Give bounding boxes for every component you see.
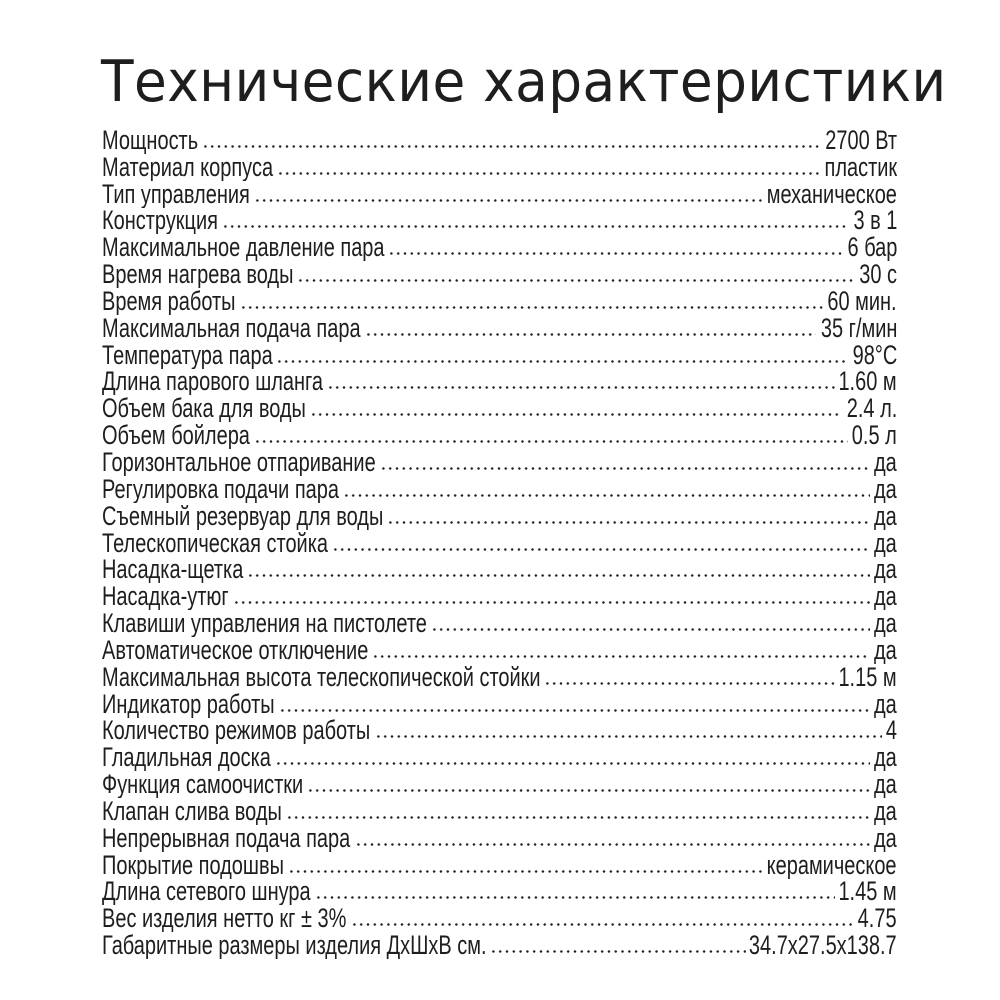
spec-row	[102, 234, 897, 261]
spec-label: Регулировка подачи пара	[102, 475, 340, 503]
spec-label: Покрытие подошвы	[102, 851, 284, 879]
spec-label: Автоматическое отключение	[102, 637, 369, 664]
spec-label: Клапан слива воды	[102, 798, 282, 825]
spec-label: Максимальная подача пара	[102, 314, 361, 342]
page-title: Технические характеристики	[101, 49, 947, 115]
spec-row	[102, 342, 897, 369]
spec-row	[102, 691, 897, 718]
spec-value: да	[874, 449, 897, 476]
dot-leader	[286, 816, 870, 819]
spec-value: 2.4 л.	[846, 395, 897, 423]
spec-row	[102, 932, 897, 959]
dot-leader	[365, 333, 816, 336]
dot-leader	[431, 628, 871, 631]
spec-row	[102, 395, 897, 422]
dot-leader	[222, 225, 849, 228]
spec-value: да	[874, 771, 897, 799]
spec-label: Время нагрева воды	[102, 261, 294, 289]
dot-leader	[276, 360, 848, 363]
spec-value: 35 г/мин	[820, 314, 897, 342]
spec-row	[102, 208, 897, 235]
spec-label: Объем бака для воды	[102, 395, 306, 423]
spec-row	[102, 530, 897, 557]
spec-label: Максимальная высота телескопической стойки	[102, 663, 541, 691]
spec-label: Насадка-утюг	[102, 583, 229, 611]
spec-row	[102, 905, 897, 932]
spec-label: Тип управления	[102, 180, 250, 208]
spec-value: механическое	[766, 180, 897, 208]
dot-leader	[343, 494, 870, 497]
spec-label: Съемный резервуар для воды	[102, 502, 384, 530]
dot-leader	[307, 789, 870, 792]
dot-leader	[380, 467, 871, 470]
spec-label: Количество режимов работы	[102, 717, 371, 745]
spec-label: Гладильная доска	[102, 744, 271, 772]
dot-leader	[315, 896, 836, 899]
spec-row	[102, 261, 897, 288]
spec-value: 34.7x27.5x138.7	[749, 932, 897, 960]
dot-leader	[327, 386, 835, 389]
dot-leader	[490, 950, 745, 953]
spec-value: 98°C	[852, 341, 897, 369]
spec-label: Длина сетевого шнура	[102, 878, 311, 906]
spec-value: да	[874, 583, 897, 611]
spec-value: пластик	[824, 153, 897, 181]
spec-label: Габаритные размеры изделия ДхШхВ см.	[102, 932, 487, 960]
spec-value: да	[874, 475, 897, 503]
spec-row	[102, 181, 897, 208]
spec-value: 2700 Вт	[825, 127, 897, 154]
spec-value: да	[874, 798, 897, 825]
spec-row	[102, 852, 897, 879]
dot-leader	[310, 413, 843, 416]
spec-row	[102, 583, 897, 610]
dot-leader	[388, 252, 842, 255]
dot-leader	[254, 199, 763, 202]
dot-leader	[351, 923, 855, 926]
spec-value: да	[874, 556, 897, 584]
spec-label: Температура пара	[102, 341, 273, 369]
dot-leader	[544, 682, 835, 685]
spec-row	[102, 610, 897, 637]
spec-value: 4	[885, 717, 897, 745]
spec-label: Функция самоочистки	[102, 771, 304, 799]
spec-label: Максимальное давление пара	[102, 234, 385, 262]
spec-value: 0.5 л	[852, 422, 897, 450]
spec-value: да	[874, 824, 897, 852]
dot-leader	[279, 709, 871, 712]
spec-row	[102, 288, 897, 315]
spec-row	[102, 637, 897, 664]
dot-leader	[254, 440, 848, 443]
spec-value: 6 бар	[847, 234, 897, 262]
spec-row	[102, 449, 897, 476]
spec-value: 1.60 м	[838, 368, 897, 396]
spec-row	[102, 879, 897, 906]
dot-leader	[372, 655, 870, 658]
dot-leader	[332, 548, 870, 551]
dot-leader	[297, 279, 855, 282]
dot-leader	[202, 145, 821, 148]
spec-row	[102, 744, 897, 771]
spec-row	[102, 557, 897, 584]
spec-list	[102, 127, 897, 959]
dot-leader	[355, 843, 871, 846]
spec-value: 1.45 м	[838, 878, 897, 906]
spec-row	[102, 798, 897, 825]
spec-value: да	[874, 744, 897, 772]
dot-leader	[387, 521, 870, 524]
spec-row	[102, 315, 897, 342]
spec-value: 30 с	[859, 261, 897, 289]
dot-leader	[288, 870, 764, 873]
spec-row	[102, 369, 897, 396]
spec-value: 3 в 1	[853, 207, 897, 235]
spec-value: 60 мин.	[827, 288, 897, 315]
spec-row	[102, 503, 897, 530]
dot-leader	[233, 601, 871, 604]
dot-leader	[240, 306, 824, 309]
spec-label: Материал корпуса	[102, 153, 274, 181]
spec-label: Клавиши управления на пистолете	[102, 610, 427, 638]
spec-label: Объем бойлера	[102, 422, 250, 450]
spec-label: Телескопическая стойка	[102, 529, 329, 557]
dot-leader	[375, 735, 882, 738]
spec-value: 4.75	[858, 905, 897, 933]
dot-leader	[247, 574, 870, 577]
spec-label: Конструкция	[102, 207, 218, 235]
spec-value: да	[874, 637, 897, 664]
spec-value: да	[874, 529, 897, 557]
spec-value: да	[874, 502, 897, 530]
spec-row	[102, 476, 897, 503]
dot-leader	[277, 172, 820, 175]
spec-label: Непрерывная подача пара	[102, 824, 351, 852]
spec-row	[102, 664, 897, 691]
spec-label: Время работы	[102, 288, 236, 315]
spec-value: керамическое	[767, 851, 897, 879]
spec-row	[102, 422, 897, 449]
spec-value: да	[874, 690, 897, 718]
spec-row	[102, 771, 897, 798]
spec-row	[102, 127, 897, 154]
spec-label: Длина парового шланга	[102, 368, 324, 396]
spec-row	[102, 154, 897, 181]
spec-value: да	[874, 610, 897, 638]
spec-label: Горизонтальное отпаривание	[102, 449, 376, 476]
spec-value: 1.15 м	[838, 663, 897, 691]
spec-label: Насадка-щетка	[102, 556, 244, 584]
spec-label: Вес изделия нетто кг ± 3%	[102, 905, 347, 933]
spec-row	[102, 718, 897, 745]
dot-leader	[275, 762, 870, 765]
spec-label: Мощность	[102, 127, 199, 154]
spec-label: Индикатор работы	[102, 690, 275, 718]
spec-row	[102, 825, 897, 852]
